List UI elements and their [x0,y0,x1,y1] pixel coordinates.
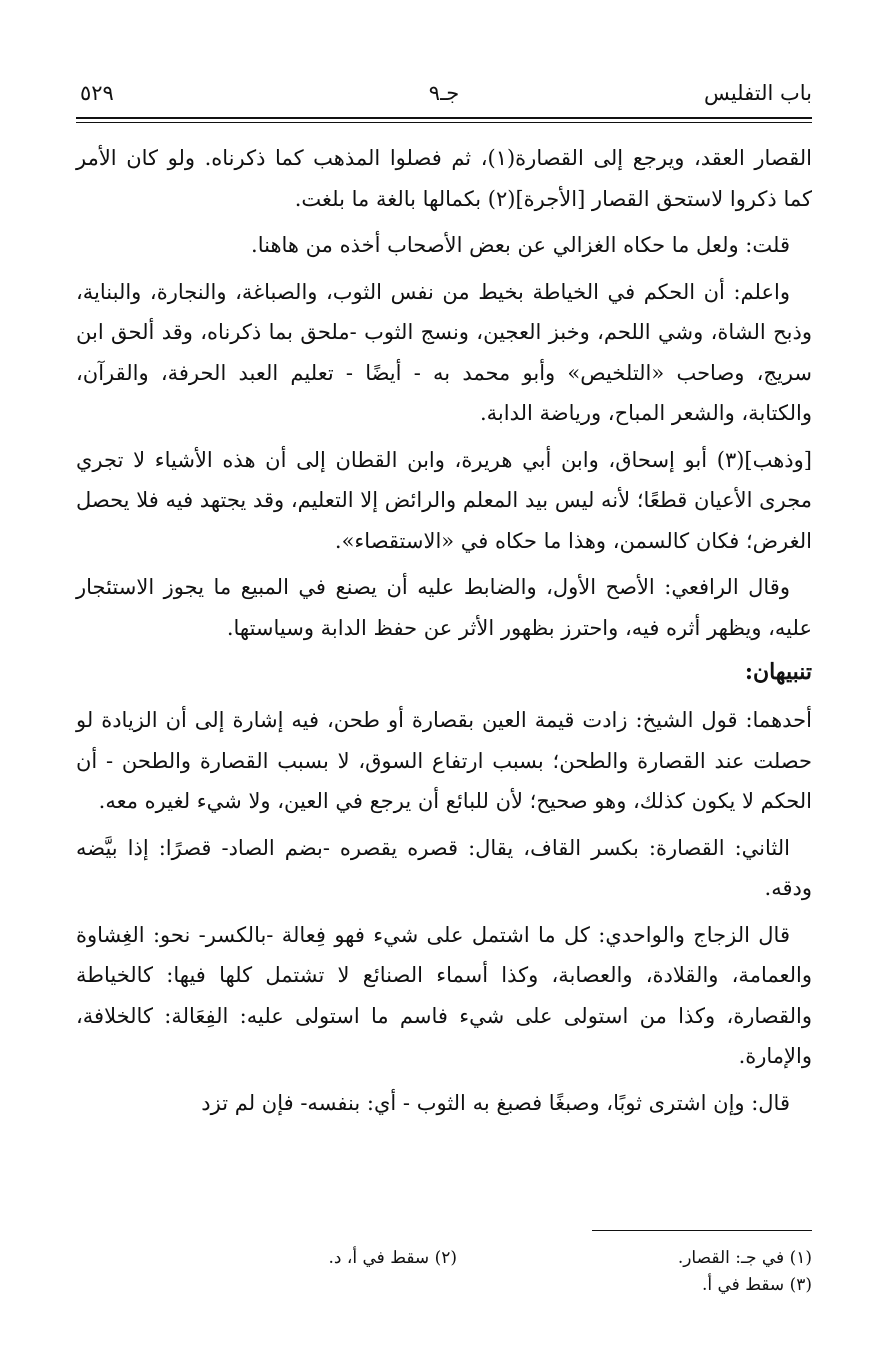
header-rule-thick [76,117,812,119]
footnote-rule [592,1230,812,1231]
paragraph: الثاني: القصارة: بكسر القاف، يقال: قصره يقصره -بضم الصاد- قصرًا: إذا بيَّضه ودقه. [76,835,812,900]
paragraph: قلت: ولعل ما حكاه الغزالي عن بعض الأصحاب أخذه من هاهنا. [251,233,790,257]
paragraph: قال الزجاج والواحدي: كل ما اشتمل على شيء فهو فِعالة -بالكسر- نحو: الغِشاوة والعمامة، والقلادة، والعصابة، وكذا أسماء الصنائع لا تشتمل كلها فيها: كالخياطة والقصارة، وكذا من استولى على شيء فاسم ما استولى عليه: الفِعَالة: كالخلافة، والإمارة. [76,922,812,1068]
footnote-1: (١) في جـ: القصار. [677,1248,812,1268]
main-text [76,138,812,1129]
volume-label: جـ٩ [428,81,460,105]
section-heading: تنبيهان: [744,659,812,685]
footnotes [76,1245,812,1315]
header-rule-thin [76,122,812,123]
footnote-3: (٣) سقط في أ. [701,1275,812,1295]
paragraph: [وذهب](٣) أبو إسحاق، وابن أبي هريرة، وابن القطان إلى أن هذه الأشياء لا تجري مجرى الأعيان قطعًا؛ لأنه ليس بيد المعلم والرائض إلا التعليم، وقد يجتهد فيه فلا يحصل الغرض؛ فكان كالسمن، وهذا ما حكاه في «الاستقصاء». [76,447,812,553]
chapter-title: باب التفليس [704,81,812,105]
paragraph: القصار العقد، ويرجع إلى القصارة(١)، ثم فصلوا المذهب كما ذكرناه. ولو كان الأمر كما ذكروا لاستحق القصار [الأجرة](٢) بكمالها بالغة ما بلغت. [76,146,812,211]
paragraph: قال: وإن اشترى ثوبًا، وصبغًا فصبغ به الثوب - أي: بنفسه- فإن لم تزد [201,1090,790,1115]
footnote-2: (٢) سقط في أ، د. [328,1248,457,1268]
paragraph: أحدهما: قول الشيخ: زادت قيمة العين بقصارة أو طحن، فيه إشارة إلى أن الزيادة لو حصلت عند القصارة والطحن؛ بسبب ارتفاع السوق، لا بسبب القصارة والطحن - أن الحكم لا يكون كذلك، وهو صحيح؛ لأن للبائع أن يرجع في العين، ولا شيء لغيره معه. [76,708,812,813]
paragraph: واعلم: أن الحكم في الخياطة بخيط من نفس الثوب، والصباغة، والنجارة، والبناية، وذبح الشاة، وشي اللحم، وخبز العجين، ونسج الثوب -ملحق بما ذكرناه، وقد ألحق ابن سريج، وصاحب «التلخيص» وأبو محمد به - أيضًا - تعليم العبد الحرفة، والقرآن، والكتابة، والشعر المباح، ورياضة الدابة. [76,279,812,425]
page-number: ٥٢٩ [80,81,114,105]
page-header [76,78,812,112]
paragraph: وقال الرافعي: الأصح الأول، والضابط عليه أن يصنع في المبيع ما يجوز الاستئجار عليه، ويظهر أثره فيه، واحترز بظهور الأثر عن حفظ الدابة وسياستها. [76,575,812,640]
